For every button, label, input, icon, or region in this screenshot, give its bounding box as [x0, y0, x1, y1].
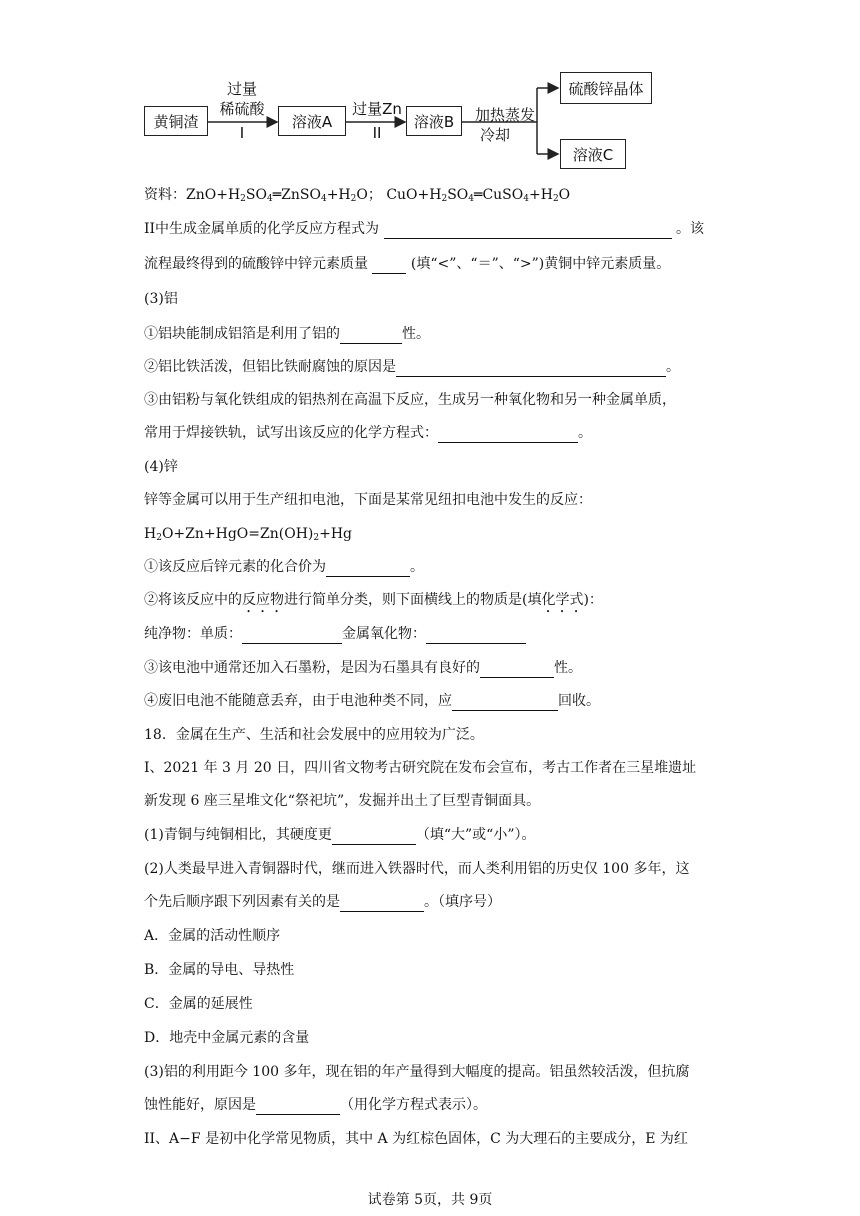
answer-blank[interactable]	[372, 257, 406, 274]
option-a: A．金属的活动性顺序	[144, 928, 281, 944]
answer-blank[interactable]	[332, 828, 416, 845]
aluminum-q1: ①铝块能制成铝箔是利用了铝的 性。	[144, 326, 430, 342]
option-d: D．地壳中金属元素的含量	[144, 1030, 310, 1046]
answer-blank[interactable]	[438, 426, 578, 443]
option-c: C．金属的延展性	[144, 996, 253, 1012]
q18-sub3-cont: 蚀性能好，原因是 （用化学方程式表示）。	[144, 1097, 487, 1113]
aluminum-q3: ③由铝粉与氧化铁组成的铝热剂在高温下反应，生成另一种氧化物和另一种金属单质，	[144, 392, 676, 408]
arrow1-label-top2: 稀硫酸	[219, 100, 265, 118]
part-i-line1: I、2021 年 3 月 20 日，四川省文物考古研究院在发布会宣布，考古工作者在三星堆遗址	[144, 760, 697, 776]
arrow2-label-top: 过量Zn	[352, 100, 402, 118]
answer-blank[interactable]	[396, 360, 666, 377]
answer-blank[interactable]	[326, 560, 410, 577]
q18-sub2: (2)人类最早进入青铜器时代，继而进入铁器时代，而人类利用铝的历史仅 100 多年，这	[144, 861, 690, 877]
battery-equation: $H_2O+Zn+HgO=Zn(OH)_2+Hg$	[144, 526, 353, 543]
part-i-line2: 新发现 6 座三星堆文化“祭祀坑”，发掘并出土了巨型青铜面具。	[144, 793, 541, 809]
zinc-q2-blanks: 纯净物：单质： 金属氧化物：	[144, 624, 526, 644]
zinc-q2: ②将该反应中的反应物进行简单分类，则下面横线上的物质是(填化学式)：	[144, 592, 603, 608]
option-b: B．金属的导电、导热性	[144, 962, 295, 978]
resource-line: 资料：$ZnO+H_2SO_4═ZnSO_4+H_2O$； $CuO+H_2SO_4═CuSO_4+H_2O$	[144, 187, 571, 204]
zinc-q1: ①该反应后锌元素的化合价为 。	[144, 559, 424, 575]
arrow1-label-bottom: I	[239, 124, 245, 142]
arrow2-label-bottom: II	[372, 124, 382, 142]
answer-blank[interactable]	[426, 627, 526, 644]
question-ii-equation: II中生成金属单质的化学反应方程式为 。该	[144, 221, 704, 237]
box-brass-slag: 黄铜渣	[144, 106, 208, 136]
question-18: 18．金属在生产、生活和社会发展中的应用较为广泛。	[144, 727, 484, 743]
zinc-q4: ④废旧电池不能随意丢弃，由于电池种类不同，应 回收。	[144, 693, 600, 709]
page-footer: 试卷第 5页，共 9页	[367, 1192, 493, 1208]
answer-blank[interactable]	[242, 627, 342, 644]
answer-blank[interactable]	[452, 694, 558, 711]
q18-sub1: (1)青铜与纯铜相比，其硬度更 （填“大”或“小”）。	[144, 827, 536, 843]
question-zinc-mass: 流程最终得到的硫酸锌中锌元素质量 (填“<”、“＝”、“>”)黄铜中锌元素质量。	[144, 256, 671, 272]
arrow3-label-top: 加热蒸发	[474, 106, 535, 124]
process-flow-diagram	[140, 66, 700, 176]
answer-blank[interactable]	[340, 895, 424, 912]
answer-blank[interactable]	[480, 661, 554, 678]
answer-blank[interactable]	[340, 327, 402, 344]
box-solution-a: 溶液A	[278, 106, 346, 136]
q18-sub2-cont: 个先后顺序跟下列因素有关的是 。（填序号）	[144, 894, 501, 910]
q18-sub3: (3)铝的利用距今 100 多年，现在铝的年产量得到大幅度的提高。铝虽然较活泼，但抗腐	[144, 1064, 690, 1080]
arrow1-label-top1: 过量	[226, 80, 257, 98]
answer-blank[interactable]	[256, 1098, 340, 1115]
box-zinc-sulfate-crystal: 硫酸锌晶体	[560, 72, 652, 104]
heading-aluminum: (3)铝	[144, 291, 178, 307]
answer-blank[interactable]	[384, 222, 672, 239]
box-solution-c: 溶液C	[560, 139, 626, 169]
heading-zinc: (4)锌	[144, 459, 178, 475]
aluminum-q2: ②铝比铁活泼，但铝比铁耐腐蚀的原因是 。	[144, 359, 680, 375]
arrow3-label-bottom: 冷却	[479, 126, 510, 144]
box-solution-b: 溶液B	[406, 106, 462, 136]
aluminum-q3-cont: 常用于焊接铁轨，试写出该反应的化学方程式： 。	[144, 425, 592, 441]
zinc-q3: ③该电池中通常还加入石墨粉，是因为石墨具有良好的 性。	[144, 660, 582, 676]
part-ii: II、A−F 是初中化学常见物质，其中 A 为红棕色固体，C 为大理石的主要成分，E 为红	[144, 1131, 688, 1147]
zinc-intro: 锌等金属可以用于生产纽扣电池，下面是某常见纽扣电池中发生的反应：	[144, 492, 592, 508]
